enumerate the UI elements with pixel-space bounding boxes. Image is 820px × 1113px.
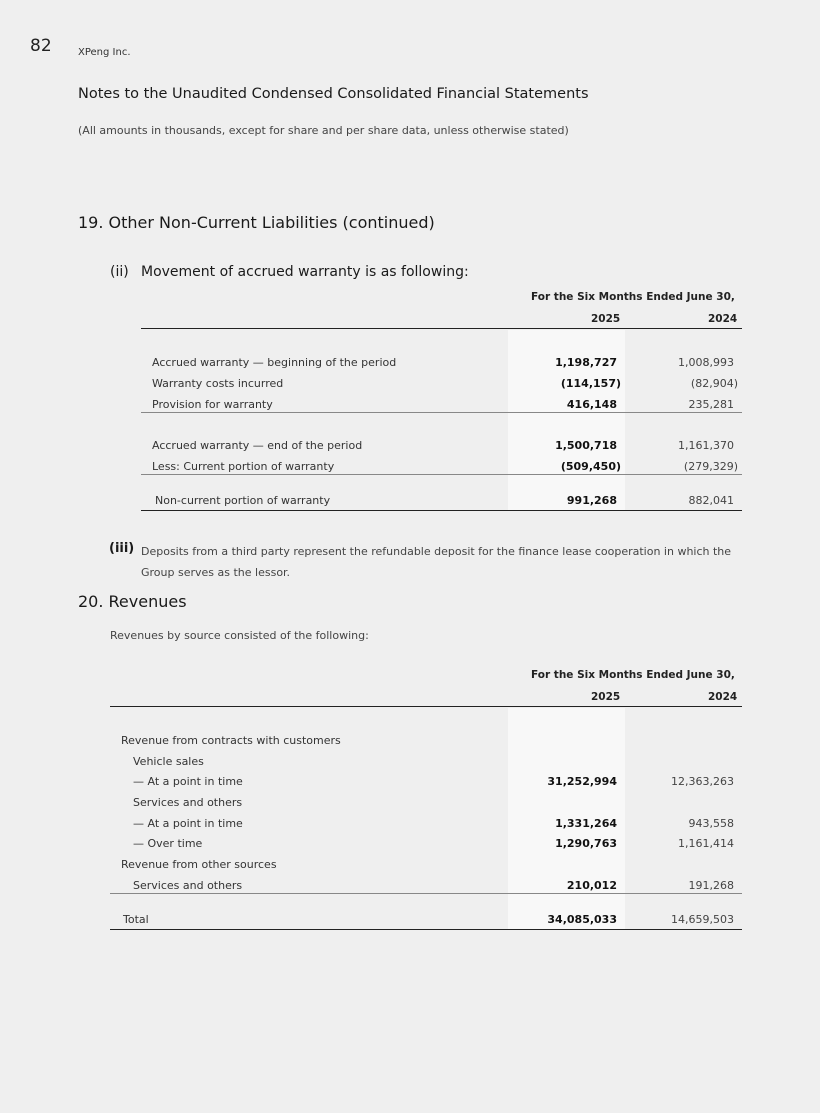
table-cell-2025: 31,252,994 bbox=[547, 775, 617, 788]
table-cell-2025: (114,157) bbox=[560, 377, 621, 390]
table-cell-2024: (82,904) bbox=[690, 377, 738, 390]
header-rule bbox=[110, 706, 742, 707]
table-row-label: — Over time bbox=[133, 837, 203, 850]
subtotal-rule bbox=[141, 474, 742, 475]
table-cell-2024: 191,268 bbox=[688, 879, 734, 892]
company-name: XPeng Inc. bbox=[78, 47, 131, 58]
table-cell-2024: 1,008,993 bbox=[678, 356, 734, 369]
table-row-label: Total bbox=[123, 913, 149, 926]
subsection-ii-label: (ii) bbox=[110, 264, 129, 280]
table-row-label: Accrued warranty — beginning of the period bbox=[152, 356, 397, 369]
section-19-heading: 19. Other Non-Current Liabilities (continued) bbox=[78, 213, 435, 232]
table-cell-2024: 1,161,414 bbox=[678, 837, 734, 850]
table-cell-2025: 34,085,033 bbox=[547, 913, 617, 926]
table-cell-2025: 1,331,264 bbox=[555, 817, 617, 830]
page-subtitle: (All amounts in thousands, except for share and per share data, unless otherwise stated) bbox=[78, 124, 569, 137]
table-row-label: Revenue from contracts with customers bbox=[121, 734, 341, 747]
subsection-ii-title: Movement of accrued warranty is as following: bbox=[141, 264, 469, 280]
table-row-label: — At a point in time bbox=[133, 775, 243, 788]
table-cell-2025: (509,450) bbox=[560, 460, 621, 473]
subtotal-rule bbox=[110, 893, 742, 894]
table-cell-2024: 14,659,503 bbox=[671, 913, 734, 926]
table-cell-2024: 943,558 bbox=[688, 817, 734, 830]
table-cell-2024: 1,161,370 bbox=[678, 439, 734, 452]
table-row-label: Vehicle sales bbox=[133, 755, 204, 768]
table-cell-2024: 12,363,263 bbox=[671, 775, 734, 788]
page-number: 82 bbox=[30, 36, 52, 56]
column-header-2024: 2024 bbox=[708, 313, 738, 325]
note-iii-label: (iii) bbox=[109, 541, 135, 556]
total-rule bbox=[110, 929, 742, 930]
table-cell-2024: 235,281 bbox=[688, 398, 734, 411]
table-row-label: Warranty costs incurred bbox=[152, 377, 284, 390]
revenues-intro: Revenues by source consisted of the following: bbox=[110, 629, 369, 642]
table-cell-2024: 882,041 bbox=[688, 494, 734, 507]
table-row-label: — At a point in time bbox=[133, 817, 243, 830]
table-row-label: Services and others bbox=[133, 796, 243, 809]
table-cell-2025: 991,268 bbox=[566, 494, 617, 507]
total-rule bbox=[141, 510, 742, 511]
table-cell-2025: 1,290,763 bbox=[555, 837, 617, 850]
column-header-2024: 2024 bbox=[708, 691, 738, 703]
column-header-2025: 2025 bbox=[591, 313, 621, 325]
table-cell-2025: 1,198,727 bbox=[555, 356, 617, 369]
table-period-header: For the Six Months Ended June 30, bbox=[531, 291, 735, 303]
header-rule bbox=[141, 328, 742, 329]
table-cell-2024: (279,329) bbox=[683, 460, 738, 473]
table-cell-2025: 416,148 bbox=[566, 398, 617, 411]
table-row-label: Provision for warranty bbox=[152, 398, 273, 411]
table-row-label: Accrued warranty — end of the period bbox=[152, 439, 363, 452]
table-row-label: Non-current portion of warranty bbox=[155, 494, 331, 507]
table-cell-2025: 210,012 bbox=[566, 879, 617, 892]
section-20-heading: 20. Revenues bbox=[78, 592, 187, 611]
table-period-header: For the Six Months Ended June 30, bbox=[531, 669, 735, 681]
subtotal-rule bbox=[141, 412, 742, 413]
column-header-2025: 2025 bbox=[591, 691, 621, 703]
page-title: Notes to the Unaudited Condensed Consolidated Financial Statements bbox=[78, 86, 589, 102]
table-row-label: Less: Current portion of warranty bbox=[152, 460, 335, 473]
note-iii-text: Deposits from a third party represent the refundable deposit for the finance lease cooperation in which the Group serves as the lessor. bbox=[141, 545, 732, 579]
table-cell-2025: 1,500,718 bbox=[555, 439, 617, 452]
table-row-label: Revenue from other sources bbox=[121, 858, 277, 871]
table-row-label: Services and others bbox=[133, 879, 243, 892]
